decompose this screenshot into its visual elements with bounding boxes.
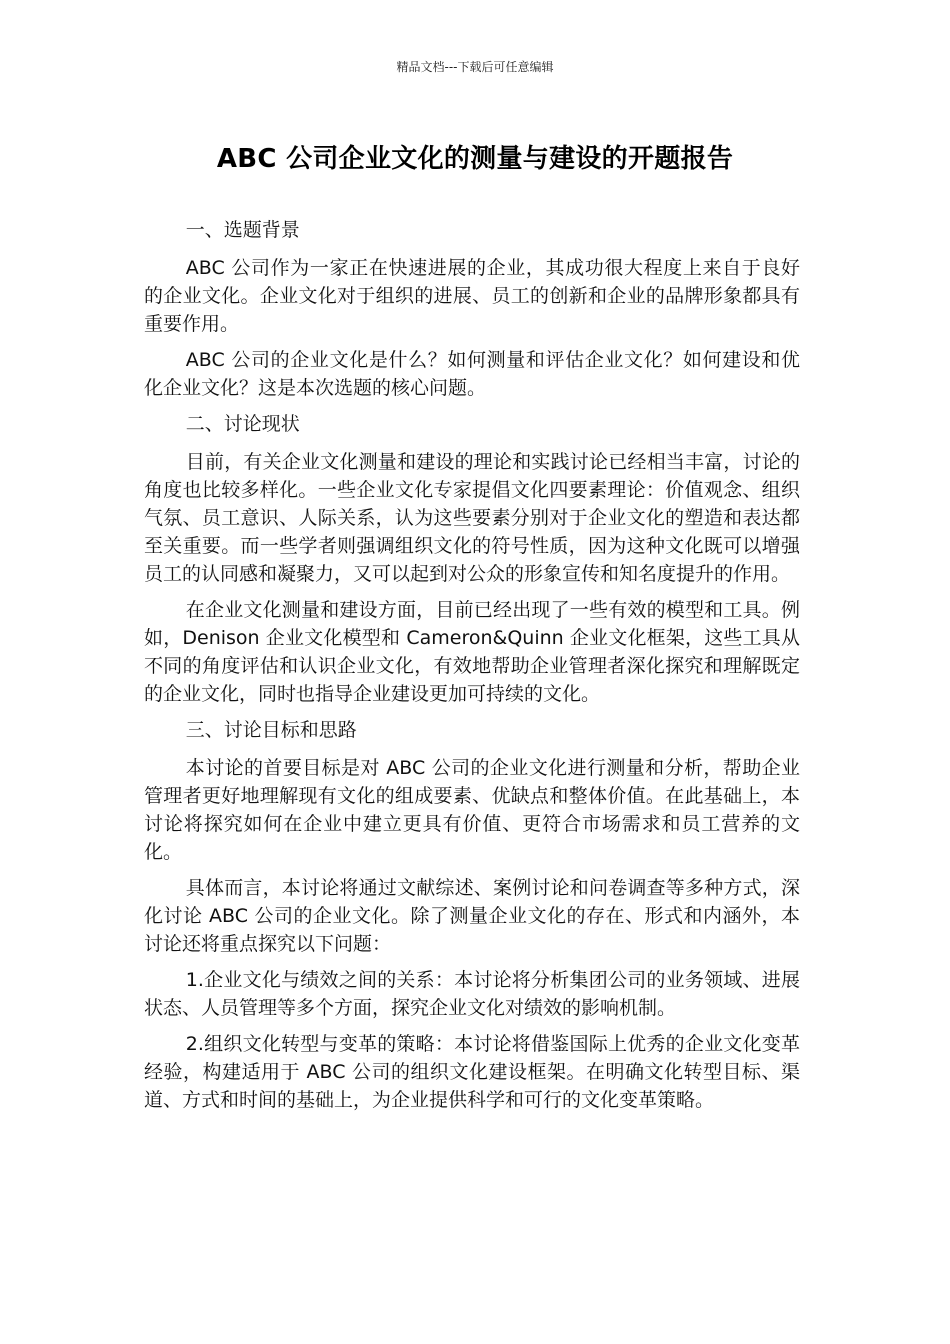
paragraph-research-status-2: 在企业文化测量和建设方面，目前已经出现了一些有效的模型和工具。例如，Denison 企业文化模型和 Cameron&Quinn 企业文化框架，这些工具从不同的角度评估和认识企业文化，有效地帮助企业管理者深化探究和理解既定的企业文化，同时也指导企业建设更加可持续的文化。 [144, 599, 800, 705]
page-header: 精品文档---下载后可任意编辑 [396, 60, 554, 74]
paragraph-background-1: ABC 公司作为一家正在快速进展的企业，其成功很大程度上来自于良好的企业文化。企业文化对于组织的进展、员工的创新和企业的品牌形象都具有重要作用。 [144, 257, 800, 335]
paragraph-goals-1: 本讨论的首要目标是对 ABC 公司的企业文化进行测量和分析，帮助企业管理者更好地理解现有文化的组成要素、优缺点和整体价值。在此基础上，本讨论将探究如何在企业中建立更具有价值、更符合市场需求和员工营养的文化。 [144, 757, 800, 863]
paragraph-research-status-1: 目前，有关企业文化测量和建设的理论和实践讨论已经相当丰富，讨论的角度也比较多样化。一些企业文化专家提倡文化四要素理论：价值观念、组织气氛、员工意识、人际关系，认为这些要素分别对于企业文化的塑造和表达都至关重要。而一些学者则强调组织文化的符号性质，因为这种文化既可以增强员工的认同感和凝聚力，又可以起到对公众的形象宣传和知名度提升的作用。 [144, 451, 800, 585]
section-heading-background: 一、选题背景 [185, 219, 300, 241]
document-title: ABC 公司企业文化的测量与建设的开题报告 [216, 144, 734, 174]
paragraph-goals-item-2: 2.组织文化转型与变革的策略：本讨论将借鉴国际上优秀的企业文化变革经验，构建适用于 ABC 公司的组织文化建设框架。在明确文化转型目标、渠道、方式和时间的基础上，为企业提供科学和可行的文化变革策略。 [144, 1033, 800, 1111]
paragraph-background-2: ABC 公司的企业文化是什么？如何测量和评估企业文化？如何建设和优化企业文化？这是本次选题的核心问题。 [144, 349, 800, 399]
paragraph-goals-item-1: 1.企业文化与绩效之间的关系：本讨论将分析集团公司的业务领域、进展状态、人员管理等多个方面，探究企业文化对绩效的影响机制。 [144, 969, 800, 1019]
paragraph-goals-2: 具体而言，本讨论将通过文献综述、案例讨论和问卷调查等多种方式，深化讨论 ABC 公司的企业文化。除了测量企业文化的存在、形式和内涵外，本讨论还将重点探究以下问题： [144, 877, 800, 955]
document-body [144, 216, 800, 1122]
section-heading-goals: 三、讨论目标和思路 [185, 719, 357, 741]
section-heading-research-status: 二、讨论现状 [185, 413, 300, 435]
